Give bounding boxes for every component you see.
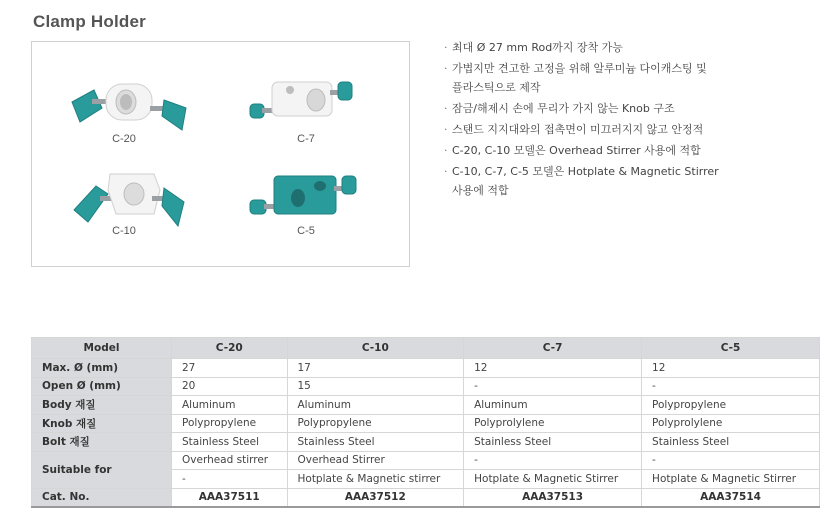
table-cell: Polyprolylene: [642, 414, 820, 433]
column-header-c7: C-7: [464, 338, 642, 359]
row-label: Knob 재질: [32, 414, 172, 433]
table-cell: 17: [287, 359, 464, 378]
spec-table: [31, 337, 820, 508]
table-cell: Stainless Steel: [642, 433, 820, 452]
feature-item: · 잠금/해제시 손에 무리가 가지 않는 Knob 구조: [444, 99, 814, 118]
feature-list: [444, 38, 814, 202]
feature-item: · 스탠드 지지대와의 접촉면이 미끄러지지 않고 안정적: [444, 120, 814, 139]
table-cell: Stainless Steel: [172, 433, 288, 452]
table-cell: Stainless Steel: [287, 433, 464, 452]
feature-item: · 최대 Ø 27 mm Rod까지 장착 가능: [444, 38, 814, 57]
clamp-c10-image: [68, 160, 193, 235]
table-cell: 20: [172, 377, 288, 396]
column-header-c5: C-5: [642, 338, 820, 359]
table-cell: Stainless Steel: [464, 433, 642, 452]
column-header-model: Model: [32, 338, 172, 359]
table-cell: 27: [172, 359, 288, 378]
table-cell: Polyprolylene: [464, 414, 642, 433]
table-cell: Aluminum: [464, 396, 642, 415]
table-cell: Overhead stirrer: [172, 451, 288, 470]
table-cell: 12: [464, 359, 642, 378]
row-label: Open Ø (mm): [32, 377, 172, 396]
table-row: [32, 433, 820, 452]
table-header-row: [32, 338, 820, 359]
table-cell: Overhead Stirrer: [287, 451, 464, 470]
table-cell: -: [642, 377, 820, 396]
feature-item: · C-20, C-10 모델은 Overhead Stirrer 사용에 적합: [444, 141, 814, 160]
table-row: [32, 359, 820, 378]
cat-number: AAA37514: [642, 488, 820, 507]
table-cell: Hotplate & Magnetic Stirrer: [464, 470, 642, 489]
table-cell: Polypropylene: [642, 396, 820, 415]
cat-number: AAA37511: [172, 488, 288, 507]
product-label-c20: C-20: [112, 133, 136, 145]
page-title: Clamp Holder: [33, 12, 146, 31]
row-label: Max. Ø (mm): [32, 359, 172, 378]
table-row: [32, 377, 820, 396]
cat-number: AAA37513: [464, 488, 642, 507]
table-cell: Hotplate & Magnetic Stirrer: [642, 470, 820, 489]
clamp-c5-image: [244, 160, 364, 230]
table-cell: Polypropylene: [172, 414, 288, 433]
product-image-panel: [31, 41, 410, 267]
row-label-suitable: Suitable for: [32, 451, 172, 488]
table-cell: Hotplate & Magnetic stirrer: [287, 470, 464, 489]
row-label: Bolt 재질: [32, 433, 172, 452]
table-row: [32, 396, 820, 415]
table-cell: -: [464, 451, 642, 470]
product-label-c10: C-10: [112, 225, 136, 237]
product-label-c5: C-5: [297, 225, 315, 237]
row-label: Body 재질: [32, 396, 172, 415]
table-row: [32, 451, 820, 470]
column-header-c20: C-20: [172, 338, 288, 359]
clamp-c7-image: [242, 66, 362, 136]
feature-item: · 가볍지만 견고한 고정을 위해 알루미늄 다이캐스팅 및 플라스틱으로 제작: [444, 59, 814, 97]
clamp-c20-image: [64, 64, 194, 144]
table-cell: -: [172, 470, 288, 489]
table-row-cat-no: [32, 488, 820, 507]
feature-item: · C-10, C-7, C-5 모델은 Hotplate & Magnetic Stirrer 사용에 적합: [444, 162, 814, 200]
table-cell: Aluminum: [172, 396, 288, 415]
table-cell: 15: [287, 377, 464, 396]
table-cell: Aluminum: [287, 396, 464, 415]
product-label-c7: C-7: [297, 133, 315, 145]
table-cell: -: [464, 377, 642, 396]
table-cell: Polypropylene: [287, 414, 464, 433]
table-cell: 12: [642, 359, 820, 378]
column-header-c10: C-10: [287, 338, 464, 359]
table-cell: -: [642, 451, 820, 470]
cat-number: AAA37512: [287, 488, 464, 507]
table-row: [32, 414, 820, 433]
row-label: Cat. No.: [32, 488, 172, 507]
